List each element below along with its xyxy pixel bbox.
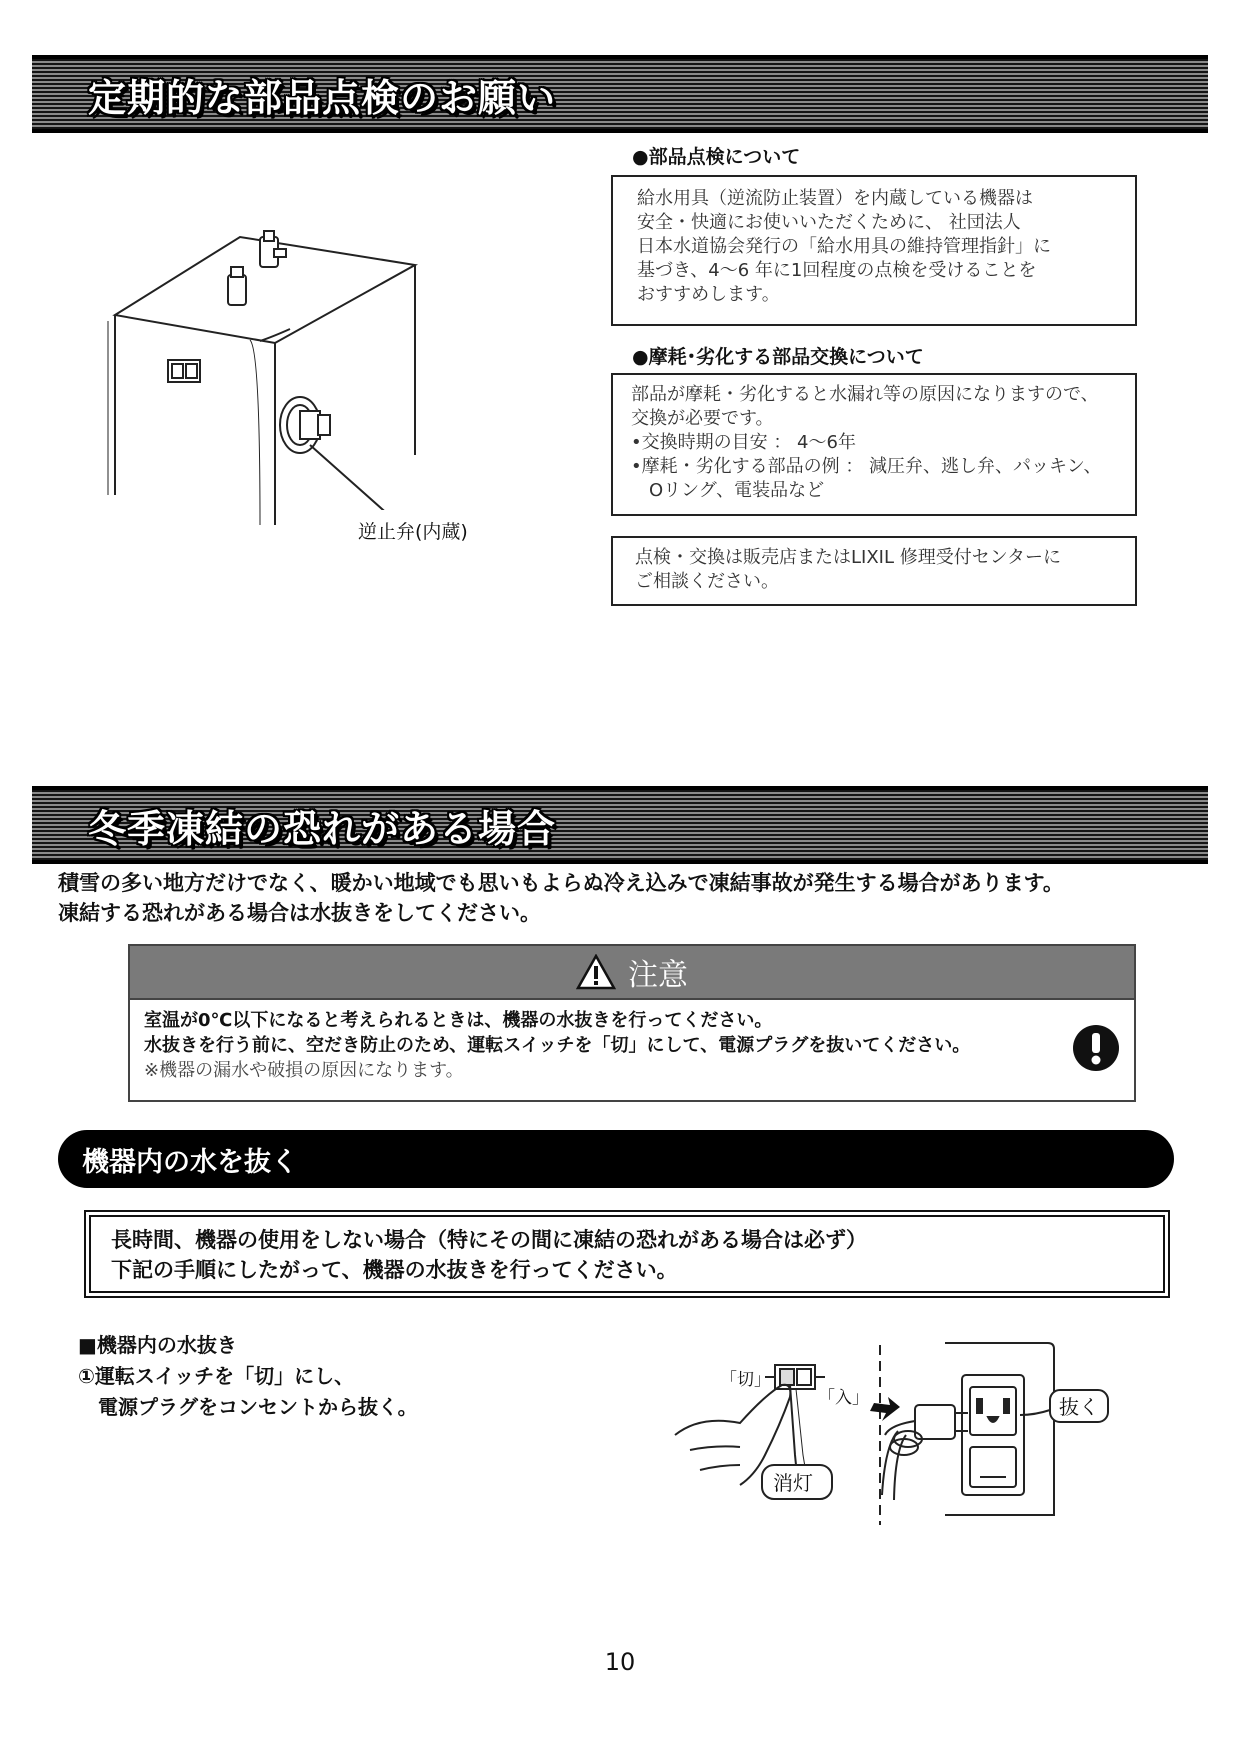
text-line: 点検・交換は販売店またはLIXIL 修理受付センターに bbox=[635, 547, 1062, 568]
lamp-off-label: 消灯 bbox=[773, 1471, 813, 1495]
caution-body bbox=[130, 1000, 1134, 1091]
text-line: 給水用具（逆流防止装置）を内蔵している機器は bbox=[637, 188, 1033, 209]
section-title: 定期的な部品点検のお願い bbox=[88, 76, 557, 120]
text-line: •摩耗・劣化する部品の例 ： 減圧弁、逃し弁、パッキン、 bbox=[631, 456, 1102, 477]
section-header-inspection bbox=[32, 55, 1208, 133]
text-line: 部品が摩耗・劣化すると水漏れ等の原因になりますので、 bbox=[631, 384, 1099, 405]
text-line: 下記の手順にしたがって、機器の水抜きを行ってください。 bbox=[111, 1258, 678, 1282]
inspection-heading: ●部品点検について bbox=[632, 146, 801, 168]
text-line: 凍結する恐れがある場合は水抜きをしてください。 bbox=[58, 901, 541, 925]
warning-triangle-icon bbox=[576, 954, 616, 990]
text-line: 長時間、機器の使用をしない場合（特にその間に凍結の恐れがある場合は必ず） bbox=[111, 1228, 867, 1252]
caution-header bbox=[130, 946, 1134, 1000]
text-line: 基づき、4〜6 年に1回程度の点検を受けることを bbox=[637, 260, 1037, 281]
caution-title: 注意 bbox=[628, 958, 688, 993]
text-line: 積雪の多い地方だけでなく、暖かい地域でも思いもよらぬ冷え込みで凍結事故が発生する場合があります。 bbox=[58, 871, 1064, 895]
water-heater-illustration bbox=[100, 225, 520, 555]
exclamation-icon bbox=[1072, 1024, 1120, 1072]
switch-off-label: 「切」 bbox=[720, 1370, 771, 1390]
text-line: 日本水道協会発行の「給水用具の維持管理指針」に bbox=[637, 236, 1051, 257]
inspection-box bbox=[611, 175, 1137, 326]
freezing-intro bbox=[58, 868, 1064, 928]
page-number: 10 bbox=[604, 1648, 636, 1676]
section-title: 冬季凍結の恐れがある場合 bbox=[88, 807, 557, 851]
check-valve-label: 逆止弁(内蔵) bbox=[358, 521, 468, 543]
section-header-freezing bbox=[32, 786, 1208, 864]
text-line: Oリング、電装品など bbox=[631, 480, 825, 501]
text-line: 室温が0℃以下になると考えられるときは、機器の水抜きを行ってください。 bbox=[144, 1010, 773, 1031]
unplug-label: 抜く bbox=[1059, 1395, 1099, 1419]
replacement-heading: ●摩耗･劣化する部品交換について bbox=[632, 346, 924, 368]
text-line: ご相談ください。 bbox=[635, 571, 779, 592]
long-term-notice bbox=[84, 1210, 1170, 1298]
step-heading: ■機器内の水抜き bbox=[78, 1333, 237, 1357]
drain-heading: 機器内の水を抜く bbox=[58, 1130, 1174, 1188]
unplug-illustration bbox=[670, 1335, 1140, 1525]
step-line: ①運転スイッチを「切」にし、 bbox=[78, 1364, 355, 1388]
caution-box bbox=[128, 944, 1136, 1102]
text-line: 安全・快適にお使いいただくために、 社団法人 bbox=[637, 212, 1021, 233]
switch-on-label: 「入」 bbox=[818, 1388, 869, 1408]
text-line: 水抜きを行う前に、空だき防止のため、運転スイッチを「切」にして、電源プラグを抜いてください。 bbox=[144, 1035, 971, 1056]
drain-steps bbox=[78, 1330, 418, 1423]
text-line: おすすめします。 bbox=[637, 284, 780, 305]
notice-inner bbox=[89, 1215, 1165, 1293]
text-line: ※機器の漏水や破損の原因になります。 bbox=[144, 1060, 464, 1081]
text-line: •交換時期の目安 ： 4〜6年 bbox=[631, 432, 856, 453]
contact-box bbox=[611, 536, 1137, 606]
text-line: 交換が必要です。 bbox=[631, 408, 774, 429]
step-line: 電源プラグをコンセントから抜く。 bbox=[78, 1395, 418, 1419]
replacement-box bbox=[611, 373, 1137, 516]
